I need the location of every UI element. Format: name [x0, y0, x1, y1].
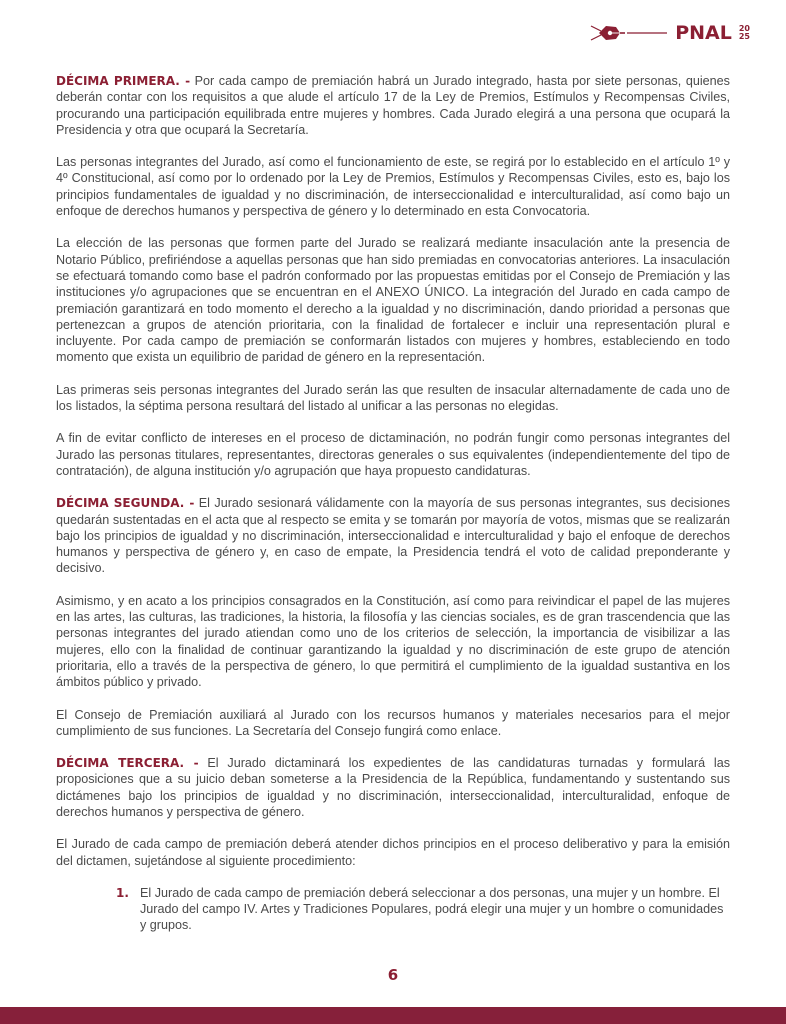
- logo-year-top: 20: [738, 24, 750, 33]
- list-text: El Jurado de cada campo de premiación deberá seleccionar a dos personas, una mujer y un hombre. El Jurado del campo IV. Artes y Tradiciones Populares, podrá elegir una mujer y un hombre o comunidades y grupos.: [140, 885, 724, 933]
- list-item: [116, 885, 730, 934]
- paragraph: Las primeras seis personas integrantes del Jurado serán las que resulten de insacular alternadamente de cada uno de los listados, la séptima persona resultará del listado al unificar a las personas no elegidas.: [56, 382, 730, 414]
- clause-text: Por cada campo de premiación habrá un Jurado integrado, hasta por siete personas, quienes deberán contar con los requisitos a que alude el artículo 17 de la Ley de Premios, Estímulos y Recompensas Civiles, procurando una participación equilibrada entre mujeres y hombres. Cada Jurado elegirá a una persona que ocupará la Presidencia y otra que ocupará la Secretaría.: [56, 74, 730, 137]
- clause-decima-segunda: [56, 495, 730, 576]
- paragraph: La elección de las personas que formen parte del Jurado se realizará mediante insaculación ante la presencia de Notario Público, prefiriéndose a aquellas personas que han sido premiadas en convocatorias anteriores. La insaculación se efectuará tomando como base el padrón conformado por las propuestas emitidas por el Consejo de Premiación y las instituciones y/o agrupaciones que se encuentran en el ANEXO ÚNICO. La integración del Jurado en cada campo de premiación garantizará en todo momento el derecho a la igualdad y no discriminación, dando prioridad a personas que pertenezcan a grupos de atención prioritaria, con la finalidad de fortalecer e incluir una representación plural e incluyente. Por cada campo de premiación se conformarán listados con mujeres y hombres, estableciendo en todo momento que exista un equilibrio de paridad de género en la representación.: [56, 236, 730, 365]
- document-body: [56, 73, 730, 934]
- footer-bar: [0, 1007, 786, 1024]
- fountain-pen-nib-icon: [589, 22, 669, 44]
- clause-decima-tercera: [56, 755, 730, 820]
- pnal-logo: [589, 22, 750, 44]
- clause-heading: DÉCIMA SEGUNDA. -: [56, 496, 195, 511]
- clause-decima-primera: [56, 73, 730, 138]
- logo-text: PNAL: [675, 21, 732, 44]
- paragraph: A fin de evitar conflicto de intereses en el proceso de dictaminación, no podrán fungir como personas integrantes del Jurado las personas titulares, representantes, directoras generales o sus equivalentes (independientemente del tipo de contratación), de alguna institución y/o agrupación que haya propuesto candidaturas.: [56, 431, 730, 478]
- page-number: 6: [387, 966, 399, 984]
- list-number: 1.: [116, 885, 129, 900]
- paragraph: Las personas integrantes del Jurado, así como el funcionamiento de este, se regirá por lo establecido en el artículo 1º y 4º Constitucional, así como por lo ordenado por la Ley de Premios, Estímulos y Recompensas Civiles, esto es, bajo los principios fundamentales de igualdad y no discriminación, de interseccionalidad e interculturalidad, así como bajo un enfoque de derechos humanos y perspectiva de género y lo determinado en esta Convocatoria.: [56, 155, 730, 219]
- paragraph: El Jurado de cada campo de premiación deberá atender dichos principios en el proceso deliberativo y para la emisión del dictamen, sujetándose al siguiente procedimiento:: [56, 837, 730, 868]
- clause-heading: DÉCIMA TERCERA. -: [56, 756, 199, 771]
- paragraph: Asimismo, y en acato a los principios consagrados en la Constitución, así como para reivindicar el papel de las mujeres en las artes, las culturas, las tradiciones, la historia, la filosofía y las ciencias sociales, es de gran trascendencia que las personas integrantes del jurado atiendan como uno de los criterios de selección, la importancia de visibilizar a las mujeres, ello con la finalidad de continuar garantizando la igualdad y no discriminación de este grupo de atención prioritaria, ello a través de la perspectiva de género, lo que permitirá el cumplimiento de la igualdad sustantiva en los ámbitos público y privado.: [56, 593, 730, 690]
- clause-heading: DÉCIMA PRIMERA. -: [56, 74, 191, 88]
- clause-text: El Jurado sesionará válidamente con la mayoría de sus personas integrantes, sus decisiones quedarán sustentadas en el acta que al respecto se emita y se tomarán por mayoría de votos, mismas que se realizarán bajo los principios de igualdad y no discriminación, interseccionalidad e interculturalidad y bajo el enfoque de derechos humanos y perspectiva de género y, en caso de empate, la Presidencia tendrá el voto de calidad preponderante y decisivo.: [56, 496, 731, 576]
- logo-year-bottom: 25: [738, 32, 750, 41]
- procedure-list: [56, 885, 730, 934]
- clause-text: El Jurado dictaminará los expedientes de las candidaturas turnadas y formulará las proposiciones que a su juicio deban someterse a la Presidencia de la República, fundamentando y sustentando sus dictámenes bajo los principios de igualdad y no discriminación, interseccionalidad, interculturalidad, enfoque de derechos humanos y perspectiva de género.: [56, 756, 731, 819]
- paragraph: El Consejo de Premiación auxiliará al Jurado con los recursos humanos y materiales necesarios para el mejor cumplimiento de sus funciones. La Secretaría del Consejo fungirá como enlace.: [56, 707, 730, 738]
- logo-year: [739, 25, 750, 41]
